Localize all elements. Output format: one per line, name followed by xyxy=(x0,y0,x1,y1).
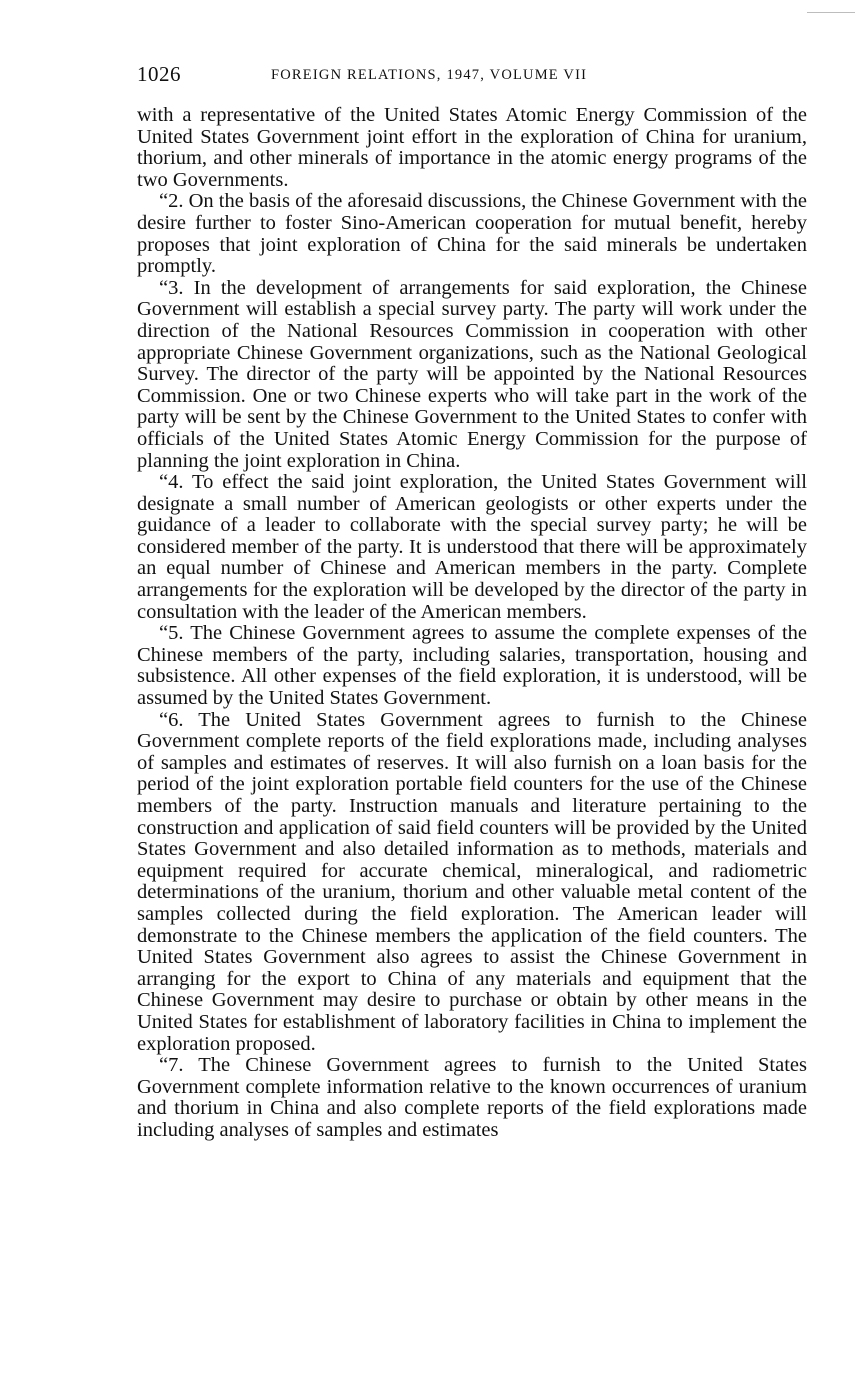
paragraph-item-5: “5. The Chinese Government agrees to assume the complete expenses of the Chinese members of the party, including salaries, transportation, housing and subsistence. All other expenses of the field exploration, it is understood, will be assumed by the United States Government. xyxy=(137,622,807,710)
paragraph-continuation: with a representative of the United States Atomic Energy Commission of the United States Government joint effort in the exploration of China for uranium, thorium, and other minerals of importance in the atomic energy programs of the two Governments. xyxy=(137,104,807,191)
scan-edge-mark xyxy=(807,12,855,13)
page-number: 1026 xyxy=(137,62,181,86)
paragraph-item-7: “7. The Chinese Government agrees to furnish to the United States Government complete information relative to the known occurrences of uranium and thorium in China and also complete reports of the field explorations made including analyses of samples and estimates xyxy=(137,1054,807,1141)
page-header xyxy=(137,62,807,92)
paragraph-item-2: “2. On the basis of the aforesaid discussions, the Chinese Government with the desire further to foster Sino-American cooperation for mutual benefit, hereby proposes that joint exploration of China for the said minerals be undertaken promptly. xyxy=(137,190,807,278)
body-text xyxy=(137,105,807,1142)
paragraph-item-4: “4. To effect the said joint exploration, the United States Government will designate a small number of American geologists or other experts under the guidance of a leader to collaborate with the special survey party; he will be considered member of the party. It is understood that there will be approximately an equal number of Chinese and American members in the party. Complete arrangements for the exploration will be developed by the director of the party in consultation with the leader of the American members. xyxy=(137,471,807,623)
paragraph-item-3: “3. In the development of arrangements for said exploration, the Chinese Government will establish a special survey party. The party will work under the direction of the National Resources Commission in cooperation with other appropriate Chinese Government organizations, such as the National Geological Survey. The director of the party will be appointed by the National Resources Commission. One or two Chinese experts who will take part in the work of the party will be sent by the Chinese Government to the United States to confer with officials of the United States Atomic Energy Commission for the purpose of planning the joint exploration in China. xyxy=(137,276,807,472)
paragraph-item-6: “6. The United States Government agrees to furnish to the Chinese Government complete reports of the field explorations made, including analyses of samples and estimates of reserves. It will also furnish on a loan basis for the period of the joint exploration portable field counters for the use of the Chinese members of the party. Instruction manuals and literature pertaining to the construction and application of said field counters will be provided by the United States Government and also detailed information as to methods, materials and equipment required for accurate chemical, mineralogical, and radiometric determinations of the uranium, thorium and other valuable metal content of the samples collected during the field exploration. The American leader will demonstrate to the Chinese members the application of the field counters. The United States Government also agrees to assist the Chinese Government in arranging for the export to China of any materials and equipment that the Chinese Government may desire to purchase or obtain by other means in the United States for establishment of laboratory facilities in China to implement the exploration proposed. xyxy=(137,708,807,1055)
running-title: FOREIGN RELATIONS, 1947, VOLUME VII xyxy=(271,67,588,83)
